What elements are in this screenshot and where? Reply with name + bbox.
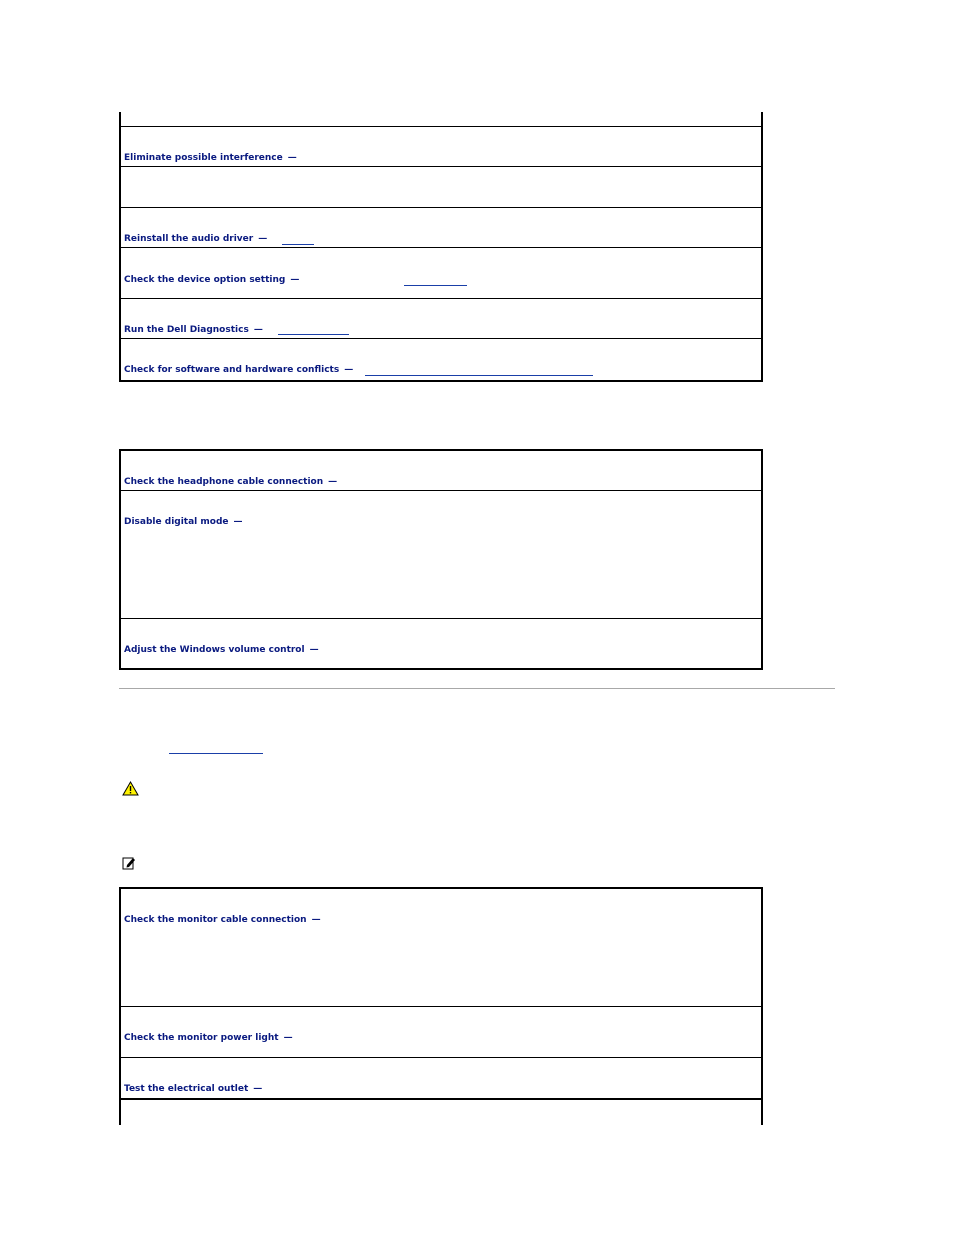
troubleshoot-table-video	[119, 887, 763, 1125]
em-dash: —	[287, 153, 297, 163]
em-dash: —	[290, 275, 300, 285]
row-heading: Run the Dell Diagnostics	[124, 325, 249, 335]
row-heading: Reinstall the audio driver	[124, 234, 254, 244]
link-underline[interactable]	[404, 285, 467, 286]
section-divider	[119, 688, 835, 689]
em-dash: —	[283, 1033, 293, 1043]
table-row	[121, 299, 761, 339]
link-underline[interactable]	[365, 375, 593, 376]
table-row	[121, 167, 761, 208]
table-row	[121, 339, 761, 380]
row-heading: Check the monitor cable connection	[124, 915, 307, 925]
table-row	[121, 889, 761, 1007]
row-heading: Adjust the Windows volume control	[124, 645, 305, 655]
row-heading: Test the electrical outlet	[124, 1084, 249, 1094]
em-dash: —	[233, 517, 243, 527]
troubleshoot-table-headphones	[119, 449, 763, 670]
table-row	[121, 248, 761, 299]
caution-triangle-icon	[122, 781, 139, 796]
table-row	[121, 491, 761, 619]
note-pencil-icon	[122, 856, 136, 870]
row-heading: Disable digital mode	[124, 517, 229, 527]
table-row	[121, 127, 761, 167]
row-heading: Check the device option setting	[124, 275, 286, 285]
table-row	[121, 112, 761, 127]
table-row	[121, 1007, 761, 1058]
em-dash: —	[328, 477, 338, 487]
link-underline[interactable]	[282, 244, 314, 245]
table-row	[121, 208, 761, 248]
em-dash: —	[253, 325, 263, 335]
link-underline[interactable]	[169, 753, 263, 754]
table-row	[121, 451, 761, 491]
row-heading: Check for software and hardware conflicts	[124, 365, 340, 375]
em-dash: —	[311, 915, 321, 925]
table-row	[121, 1099, 761, 1125]
link-underline[interactable]	[278, 334, 349, 335]
em-dash: —	[258, 234, 268, 244]
troubleshoot-table-sound	[119, 112, 763, 382]
em-dash: —	[253, 1084, 263, 1094]
em-dash: —	[309, 645, 319, 655]
table-row	[121, 1058, 761, 1099]
table-row	[121, 619, 761, 668]
row-heading: Check the headphone cable connection	[124, 477, 324, 487]
em-dash: —	[344, 365, 354, 375]
row-heading: Check the monitor power light	[124, 1033, 279, 1043]
row-heading: Eliminate possible interference	[124, 153, 283, 163]
